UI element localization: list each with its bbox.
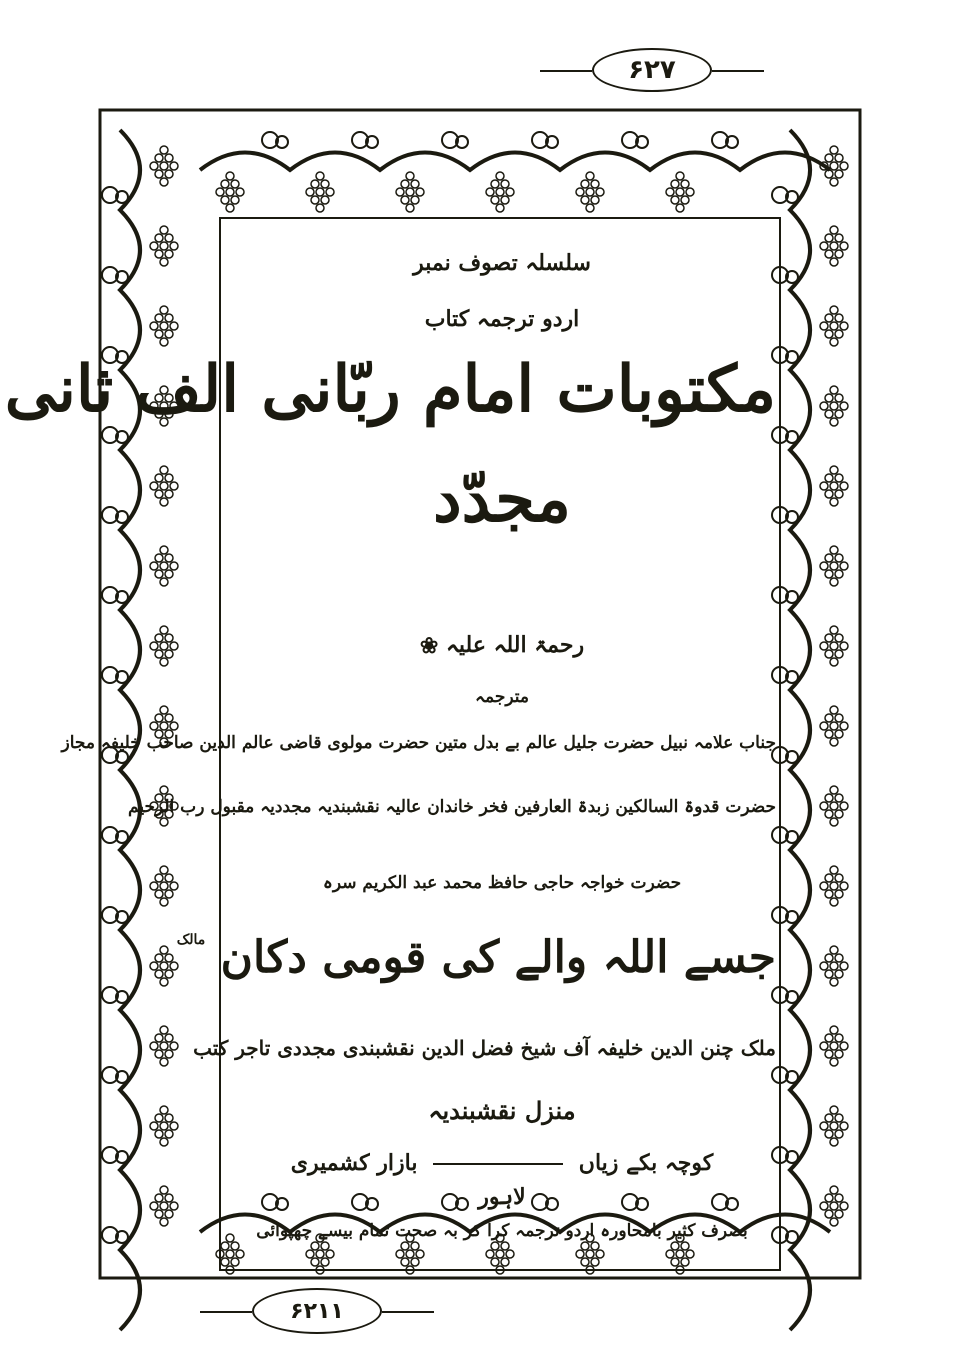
grape-cluster-right-3 xyxy=(820,386,848,426)
publisher-name-text: جسے اللہ والے کی قومی دکان xyxy=(220,932,776,983)
translator-line2: حضرت قدوۃ السالکین زبدۃ العارفین فخر خاندان عالیہ نقشبندیہ مجددیہ مقبول رب الرحیم xyxy=(128,797,776,817)
vine-top xyxy=(200,153,830,171)
series-label: سلسلہ تصوف نمبر xyxy=(413,250,591,276)
grape-cluster-left-0 xyxy=(150,146,178,186)
grape-cluster-left-12 xyxy=(150,1106,178,1146)
book-title-line2: مجدّد xyxy=(433,462,571,537)
publisher-place: منزل نقشبندیہ xyxy=(428,1096,576,1125)
grape-cluster-right-10 xyxy=(820,946,848,986)
book-title-line1: مکتوبات امام ربّانی الف ثانی xyxy=(4,352,776,427)
page-number-bottom xyxy=(252,1288,382,1334)
grape-cluster-left-1 xyxy=(150,226,178,266)
publisher-owner: ملک چنن الدین خلیفہ آف شیخ فضل الدین نقشبندی مجددی تاجر کتب xyxy=(193,1036,776,1060)
publisher-address xyxy=(228,1150,776,1176)
grape-cluster-left-5 xyxy=(150,546,178,586)
grape-cluster-right-8 xyxy=(820,786,848,826)
grape-cluster-right-5 xyxy=(820,546,848,586)
grape-cluster-top-2 xyxy=(396,172,424,212)
grape-cluster-right-7 xyxy=(820,706,848,746)
grape-cluster-right-13 xyxy=(820,1186,848,1226)
grape-cluster-right-2 xyxy=(820,306,848,346)
title-page-content xyxy=(4,232,776,1272)
publisher-name xyxy=(176,932,776,983)
grape-cluster-left-10 xyxy=(150,946,178,986)
page-number-bottom-line-right xyxy=(382,1311,434,1313)
grape-cluster-right-6 xyxy=(820,626,848,666)
grape-cluster-left-11 xyxy=(150,1026,178,1066)
grape-cluster-right-12 xyxy=(820,1106,848,1146)
page-number-bottom-text: ۶۲۱۱ xyxy=(290,1298,344,1324)
grape-cluster-top-0 xyxy=(216,172,244,212)
honorific xyxy=(228,632,776,659)
grape-cluster-left-4 xyxy=(150,466,178,506)
grape-cluster-right-4 xyxy=(820,466,848,506)
book-subtitle: اردو ترجمہ کتاب xyxy=(424,306,580,332)
grape-cluster-top-4 xyxy=(576,172,604,212)
grape-cluster-left-9 xyxy=(150,866,178,906)
vine-left xyxy=(120,130,140,1330)
address-divider xyxy=(433,1163,563,1165)
grape-cluster-left-13 xyxy=(150,1186,178,1226)
page-number-top xyxy=(592,48,712,92)
grape-cluster-right-11 xyxy=(820,1026,848,1066)
page-number-top-line-right xyxy=(712,70,764,72)
grape-cluster-right-1 xyxy=(820,226,848,266)
vine-right xyxy=(790,130,810,1330)
publisher-city: لاہور xyxy=(478,1184,526,1210)
translator-label: مترجمہ xyxy=(475,687,529,707)
honorific-text: رحمۃ اللہ علیہ xyxy=(446,632,585,658)
grape-cluster-top-5 xyxy=(666,172,694,212)
grape-cluster-right-9 xyxy=(820,866,848,906)
address-left: بازار کشمیری xyxy=(290,1150,418,1176)
address-right: کوچہ بکے زیاں xyxy=(578,1150,714,1176)
page-number-top-text: ۶۲۷ xyxy=(628,55,676,85)
publisher-footer: بصرف کثیر بامحاورہ اردو ترجمہ کرا کر بہ صحت تمام بیسے چھپوائی xyxy=(256,1221,748,1241)
translator-line1: جناب علامہ نبیل حضرت جلیل عالم بے بدل متین حضرت مولوی قاضی عالم الدین صاحب خلیفہ مجاز xyxy=(61,733,776,753)
publisher-owner-label: مالک xyxy=(176,932,206,948)
grape-cluster-top-1 xyxy=(306,172,334,212)
flower-icon: ❀ xyxy=(419,633,439,659)
page-number-bottom-line-left xyxy=(200,1311,252,1313)
grape-cluster-left-2 xyxy=(150,306,178,346)
grape-cluster-left-6 xyxy=(150,626,178,666)
page-number-top-line-left xyxy=(540,70,592,72)
translator-line3: حضرت خواجہ حاجی حافظ محمد عبد الکریم سرہ xyxy=(322,873,682,893)
grape-cluster-top-3 xyxy=(486,172,514,212)
